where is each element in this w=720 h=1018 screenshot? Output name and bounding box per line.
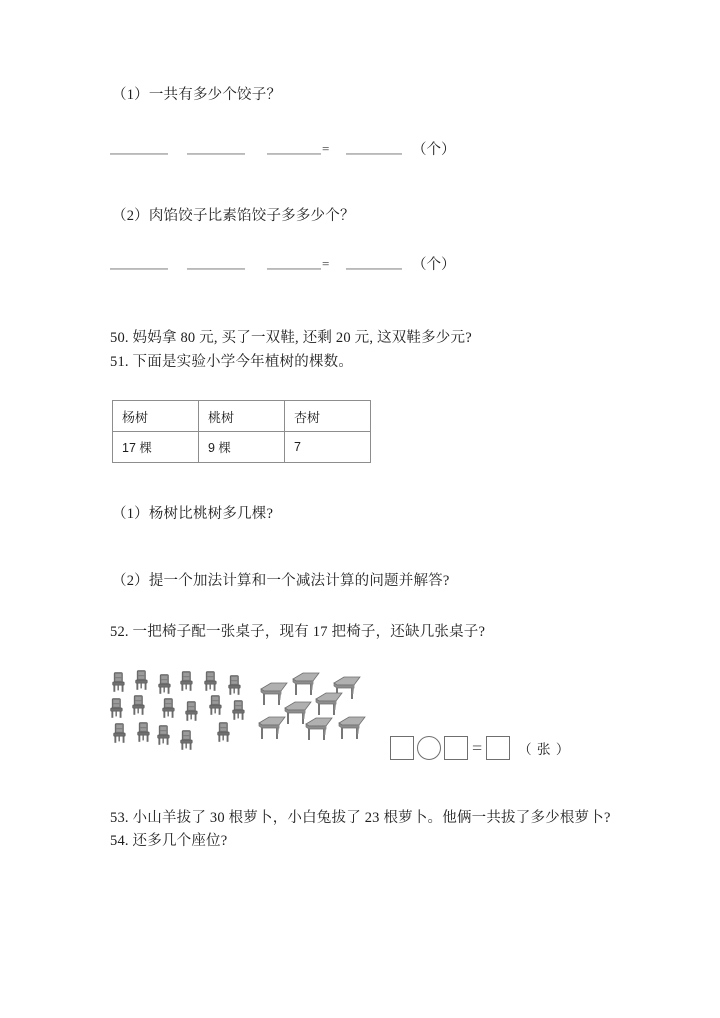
equals-sign-1: = — [322, 141, 330, 156]
answer-box-3[interactable] — [486, 736, 510, 760]
question-49-1-text: （1）一共有多少个饺子？ — [112, 87, 282, 103]
desks-svg — [258, 668, 388, 744]
table-value-yangshu: 17 棵 — [113, 432, 199, 463]
table-value-xingshu: 7 — [285, 432, 371, 463]
answer-blank-1a[interactable] — [110, 153, 168, 155]
question-50-text: 50. 妈妈拿 80 元, 买了一双鞋, 还剩 20 元, 这双鞋多少元? — [110, 330, 472, 346]
question-53-text: 53. 小山羊拔了 30 根萝卜，小白兔拔了 23 根萝卜。他俩一共拔了多少根萝卜? — [110, 810, 611, 826]
formula-unit-label: （ 张 ） — [518, 742, 571, 757]
answer-blank-1b[interactable] — [187, 153, 245, 155]
tree-count-table — [112, 400, 371, 463]
answer-blank-2c[interactable] — [267, 268, 321, 270]
chairs-illustration — [110, 668, 250, 756]
table-row-headers — [113, 401, 371, 432]
table-header-yangshu: 杨树 — [113, 401, 199, 432]
chairs-svg — [110, 668, 250, 756]
table-header-taoshu: 桃树 — [199, 401, 285, 432]
answer-blank-1c[interactable] — [267, 153, 321, 155]
answer-blank-2d[interactable] — [346, 268, 402, 270]
formula-equals-sign: = — [472, 738, 483, 758]
operator-circle[interactable] — [417, 736, 441, 760]
desks-illustration — [258, 668, 388, 749]
answer-box-1[interactable] — [390, 736, 414, 760]
answer-box-2[interactable] — [444, 736, 468, 760]
question-51-text: 51. 下面是实验小学今年植树的棵数。 — [110, 354, 354, 370]
question-51-1-text: （1）杨树比桃树多几棵? — [112, 506, 274, 522]
answer-blank-2b[interactable] — [187, 268, 245, 270]
answer-formula-row — [390, 736, 570, 760]
question-49-2-text: （2）肉馅饺子比素馅饺子多多少个？ — [112, 208, 355, 224]
table-row-values — [113, 432, 371, 463]
answer-blank-row-2 — [110, 248, 530, 273]
question-52-text: 52. 一把椅子配一张桌子，现有 17 把椅子，还缺几张桌子? — [110, 624, 486, 640]
table-value-taoshu: 9 棵 — [199, 432, 285, 463]
unit-label-2: （个） — [412, 257, 456, 273]
table-header-xingshu: 杏树 — [285, 401, 371, 432]
equals-sign-2: = — [322, 256, 330, 271]
question-54-text: 54. 还多几个座位? — [110, 833, 228, 849]
question-51-2-text: （2）提一个加法计算和一个减法计算的问题并解答? — [112, 573, 450, 589]
answer-blank-row-1 — [110, 133, 530, 158]
unit-label-1: （个） — [412, 142, 456, 158]
answer-blank-2a[interactable] — [110, 268, 168, 270]
answer-blank-1d[interactable] — [346, 153, 402, 155]
